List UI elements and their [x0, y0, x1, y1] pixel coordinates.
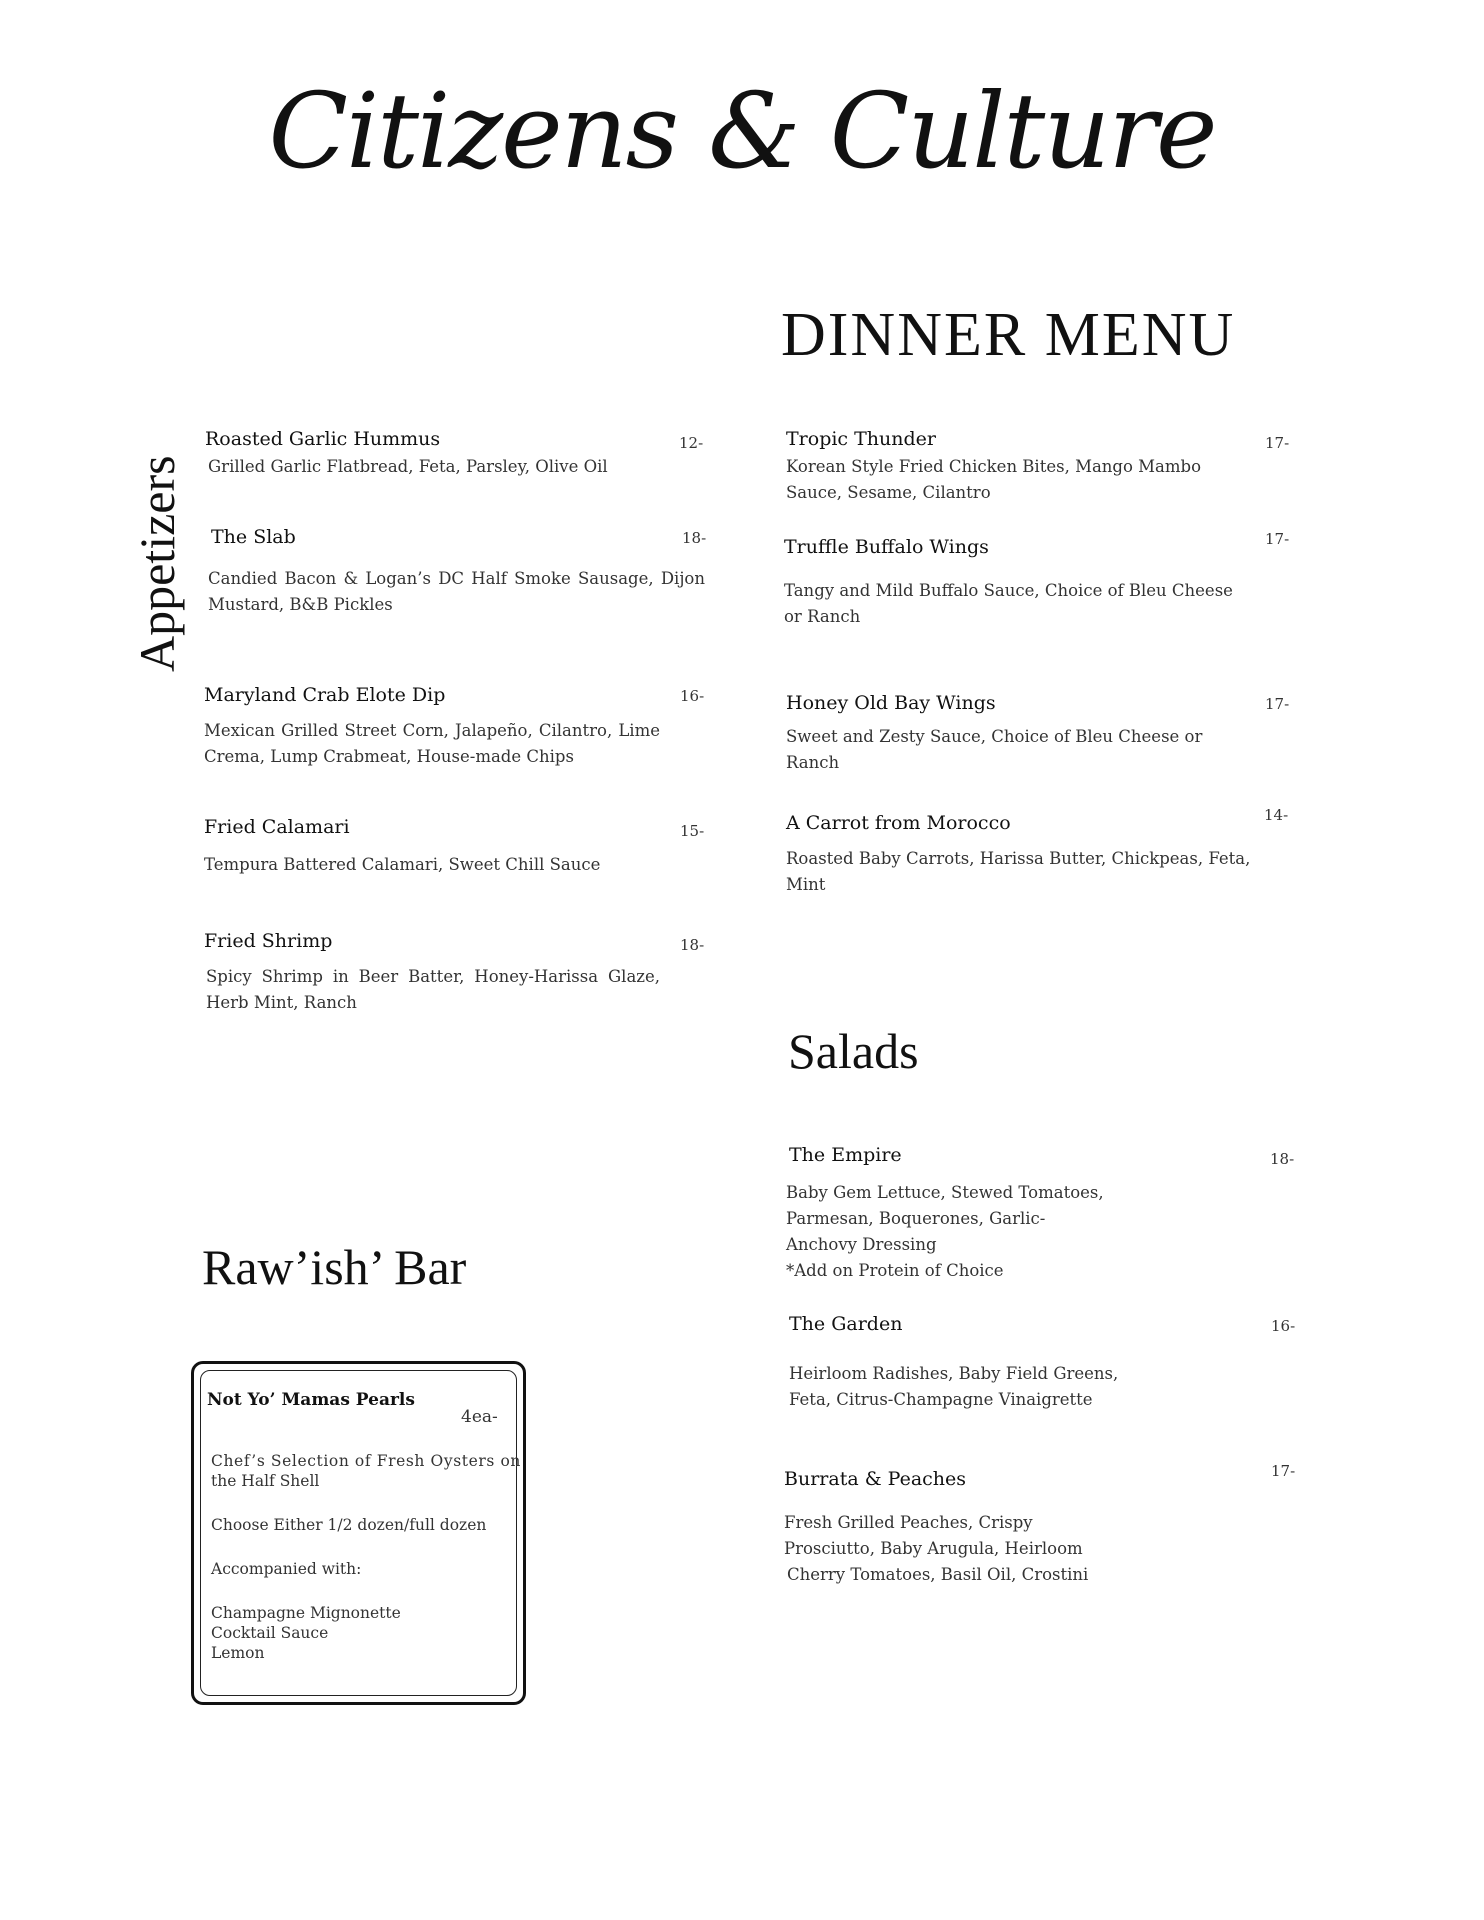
rawish-item-description	[211, 1452, 521, 1662]
desc-line: Chef’s Selection of Fresh Oysters on	[211, 1452, 521, 1470]
item-name: The Empire	[789, 1144, 902, 1166]
item-description: Tangy and Mild Buffalo Sauce, Choice of Bleu Cheese or Ranch	[784, 581, 1233, 626]
desc-line: the Half Shell	[211, 1472, 320, 1490]
menu-item-burrata-and-peaches	[784, 1462, 1296, 1588]
menu-item-the-empire	[786, 1144, 1296, 1284]
item-description: Spicy Shrimp in Beer Batter, Honey-Harissa Glaze, Herb Mint, Ranch	[206, 967, 660, 1012]
item-name: The Garden	[789, 1313, 903, 1335]
desc-line: Anchovy Dressing	[786, 1235, 937, 1254]
menu-item-fried-shrimp	[204, 930, 705, 1016]
item-name: Roasted Garlic Hummus	[205, 428, 441, 450]
rawish-item-price: 4ea-	[461, 1407, 498, 1427]
desc-line: Prosciutto, Baby Arugula, Heirloom	[784, 1539, 1083, 1558]
desc-line: Parmesan, Boquerones, Garlic-	[786, 1209, 1046, 1228]
desc-line: Lemon	[211, 1644, 265, 1662]
item-name: A Carrot from Morocco	[786, 812, 1011, 834]
item-name: Burrata & Peaches	[784, 1468, 967, 1490]
menu-item-tropic-thunder	[786, 428, 1290, 506]
desc-line: Feta, Citrus-Champagne Vinaigrette	[789, 1390, 1093, 1409]
desc-line: Cherry Tomatoes, Basil Oil, Crostini	[787, 1565, 1089, 1584]
item-name: Truffle Buffalo Wings	[784, 536, 989, 558]
desc-line: *Add on Protein of Choice	[786, 1261, 1004, 1280]
item-description	[784, 1510, 1294, 1588]
item-price: 17-	[1265, 530, 1290, 548]
item-price: 18-	[682, 529, 707, 547]
item-price: 18-	[680, 936, 705, 954]
item-description: Tempura Battered Calamari, Sweet Chill Sauce	[204, 855, 601, 874]
appetizers-heading: Appetizers	[129, 455, 185, 672]
item-price: 14-	[1264, 806, 1289, 824]
item-price: 12-	[679, 434, 704, 452]
item-name: Honey Old Bay Wings	[786, 692, 996, 714]
menu-item-the-garden	[786, 1313, 1296, 1413]
item-description: Roasted Baby Carrots, Harissa Butter, Chickpeas, Feta, Mint	[786, 849, 1251, 894]
page-title: DINNER MENU	[781, 301, 1236, 369]
desc-line: Baby Gem Lettuce, Stewed Tomatoes,	[786, 1183, 1104, 1202]
item-name: The Slab	[211, 526, 296, 548]
desc-line: Choose Either 1/2 dozen/full dozen	[211, 1516, 487, 1534]
menu-item-truffle-buffalo-wings	[784, 530, 1290, 630]
salads-heading: Salads	[788, 1023, 919, 1079]
item-description: Grilled Garlic Flatbread, Feta, Parsley, Olive Oil	[208, 457, 608, 476]
item-price: 17-	[1271, 1462, 1296, 1480]
menu-item-fried-calamari	[204, 816, 704, 878]
item-description	[786, 1180, 1296, 1284]
item-name: Fried Shrimp	[204, 930, 333, 952]
menu-item-a-carrot-from-morocco	[786, 806, 1289, 898]
item-name: Fried Calamari	[204, 816, 350, 838]
rawish-bar-heading: Raw’ish’ Bar	[202, 1239, 467, 1295]
desc-line: Champagne Mignonette	[211, 1604, 401, 1622]
menu-item-roasted-garlic-hummus	[205, 428, 705, 480]
desc-line: Fresh Grilled Peaches, Crispy	[784, 1513, 1033, 1532]
item-price: 15-	[680, 822, 705, 840]
item-description: Mexican Grilled Street Corn, Jalapeño, Cilantro, Lime Crema, Lump Crabmeat, House-made Chips	[204, 721, 660, 766]
desc-line: Accompanied with:	[211, 1560, 362, 1578]
item-price: 17-	[1265, 434, 1290, 452]
item-name: Tropic Thunder	[786, 428, 936, 450]
item-price: 16-	[680, 687, 705, 705]
item-description: Korean Style Fried Chicken Bites, Mango Mambo Sauce, Sesame, Cilantro	[786, 457, 1202, 502]
menu-item-the-slab	[205, 526, 705, 618]
item-description: Candied Bacon & Logan’s DC Half Smoke Sausage, Dijon Mustard, B&B Pickles	[208, 569, 705, 614]
item-price: 17-	[1265, 695, 1290, 713]
item-price: 18-	[1270, 1150, 1295, 1168]
desc-line: Heirloom Radishes, Baby Field Greens,	[789, 1364, 1119, 1383]
rawish-item-name: Not Yo’ Mamas Pearls	[207, 1390, 415, 1410]
item-description: Sweet and Zesty Sauce, Choice of Bleu Cheese or Ranch	[786, 727, 1203, 772]
item-description	[789, 1361, 1296, 1413]
desc-line: Cocktail Sauce	[211, 1624, 329, 1642]
menu-item-honey-old-bay-wings	[786, 692, 1290, 776]
brand-logo: Citizens & Culture	[268, 70, 1216, 192]
menu-item-maryland-crab-elote-dip	[204, 684, 705, 770]
item-price: 16-	[1271, 1317, 1296, 1335]
item-name: Maryland Crab Elote Dip	[204, 684, 446, 706]
